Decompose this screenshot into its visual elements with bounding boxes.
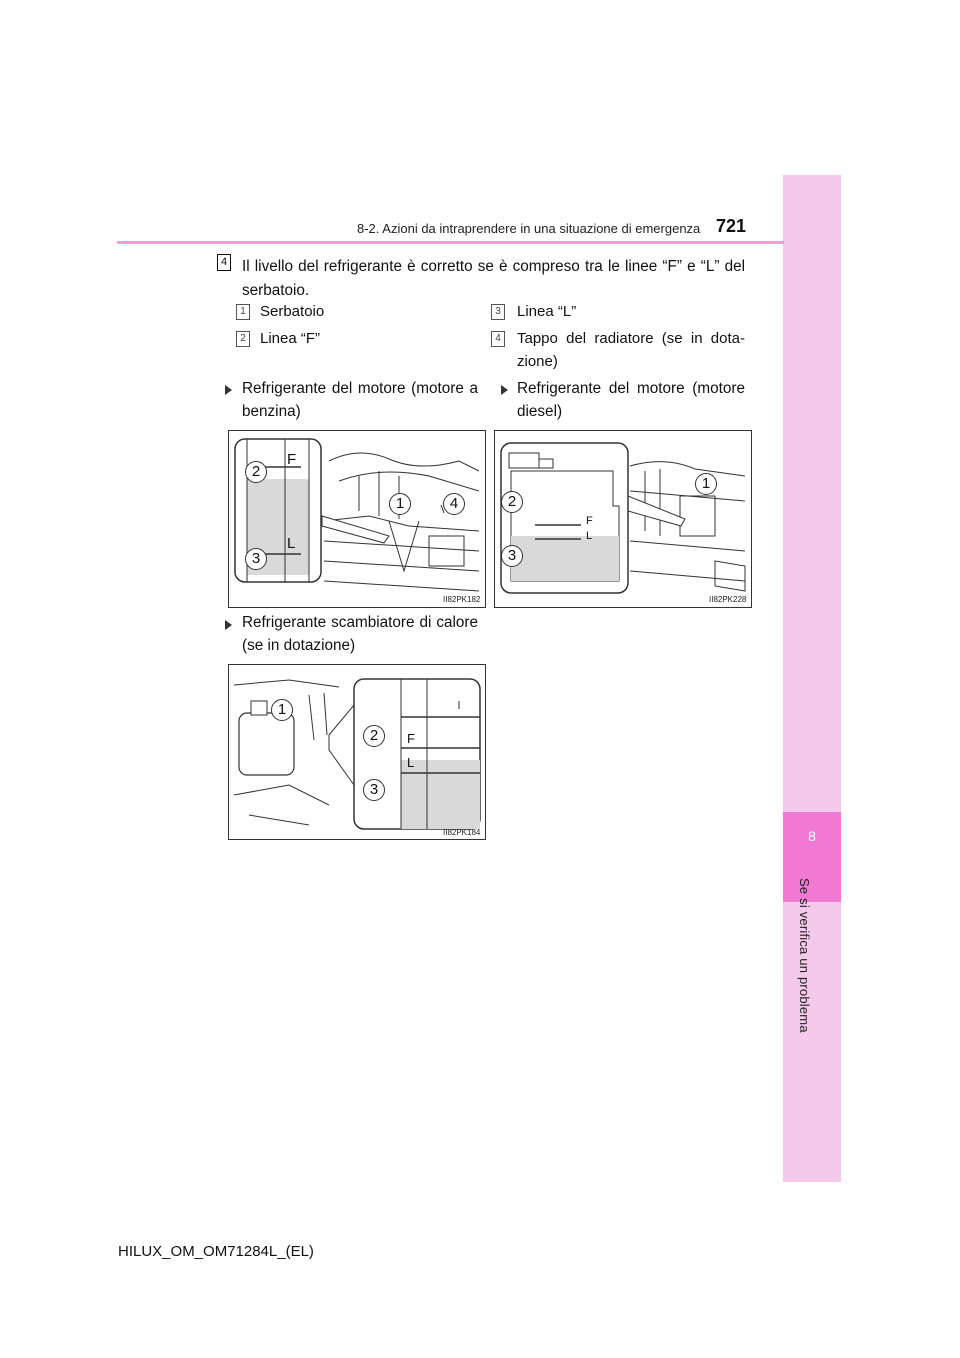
figure-heat-exchanger	[228, 664, 486, 840]
l-line-mark: L	[287, 535, 296, 552]
section-title: 8-2. Azioni da intraprendere in una situazione di emergenza	[357, 221, 701, 236]
legend-number: 2	[236, 331, 250, 347]
figure-code: II82PK184	[443, 828, 481, 837]
callout-3: 3	[501, 545, 523, 567]
engine-illustration	[229, 431, 485, 607]
chapter-number-tab	[783, 812, 841, 902]
f-line-mark: F	[586, 515, 593, 527]
figure-gasoline-engine	[228, 430, 486, 608]
legend-number: 4	[491, 331, 505, 347]
l-line-mark: L	[407, 755, 415, 770]
l-line-mark: L	[586, 530, 593, 542]
chapter-side-tab	[783, 175, 841, 1182]
callout-4: 4	[443, 493, 465, 515]
legend-label: Linea “F”	[260, 330, 321, 347]
callout-2: 2	[363, 725, 385, 747]
page-number: 721	[716, 216, 747, 236]
legend-number: 1	[236, 304, 250, 320]
document-id: HILUX_OM_OM71284L_(EL)	[118, 1243, 314, 1260]
legend-label: Serbatoio	[260, 303, 325, 320]
engine-illustration	[229, 665, 485, 839]
callout-2: 2	[501, 491, 523, 513]
bullet-text: Refrigerante del motore (motore a benzina)	[242, 380, 478, 420]
legend-label: Tappo del radiatore (se in dota-zione)	[517, 330, 745, 370]
legend-label: Linea “L”	[517, 303, 577, 320]
bullet-text: Refrigerante del motore (motore diesel)	[517, 380, 745, 420]
callout-2: 2	[245, 461, 267, 483]
bullet-arrow-icon	[225, 620, 232, 630]
header-divider	[117, 241, 784, 244]
callout-1: 1	[389, 493, 411, 515]
f-line-mark: F	[287, 451, 297, 468]
legend-number: 3	[491, 304, 505, 320]
figure-code: II82PK182	[443, 595, 481, 604]
f-line-mark: F	[407, 731, 415, 746]
callout-3: 3	[245, 548, 267, 570]
bullet-arrow-icon	[501, 385, 508, 395]
callout-3: 3	[363, 779, 385, 801]
figure-diesel-engine	[494, 430, 752, 608]
chapter-title: Se si verifica un problema	[797, 878, 812, 1033]
figure-code: II82PK228	[709, 595, 747, 604]
callout-1: 1	[271, 699, 293, 721]
bullet-arrow-icon	[225, 385, 232, 395]
callout-1: 1	[695, 473, 717, 495]
step-number-box: 4	[217, 254, 231, 271]
chapter-number: 8	[808, 828, 816, 844]
step-text: Il livello del refrigerante è corretto se è compreso tra le linee “F” e “L” del serbatoio.	[242, 258, 745, 299]
bullet-text: Refrigerante scambiatore di calore (se in dotazione)	[242, 614, 478, 654]
engine-illustration	[495, 431, 751, 607]
